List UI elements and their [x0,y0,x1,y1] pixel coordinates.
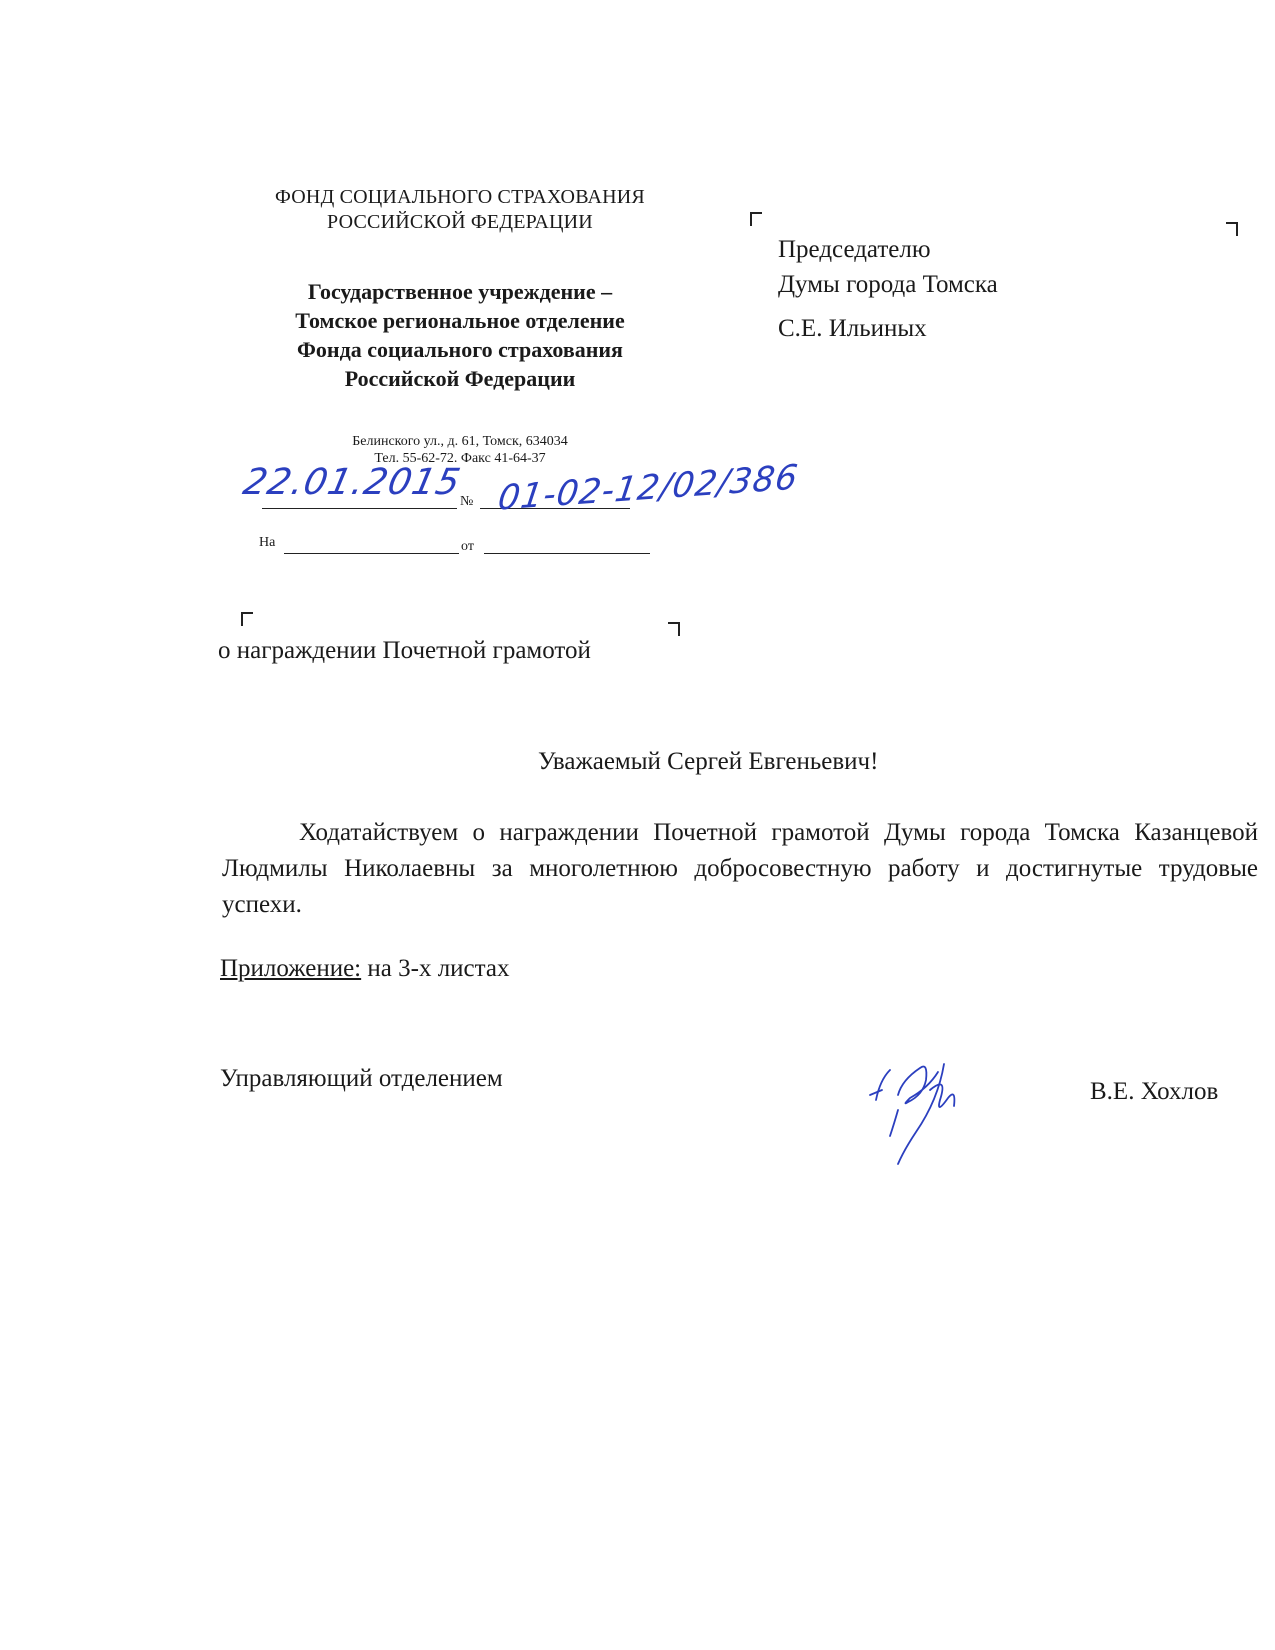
corner-mark [1226,222,1238,236]
reference-underline [284,553,459,554]
fund-name [250,185,670,235]
fund-name-line2: РОССИЙСКОЙ ФЕДЕРАЦИИ [327,211,593,233]
handwritten-number: 01-02-12/02/386 [495,457,801,519]
institution-line: Фонда социального страхования [297,337,623,362]
subject-line: о награждении Почетной грамотой [218,637,591,664]
handwritten-date: 22.01.2015 [239,462,465,503]
signer-position: Управляющий отделением [220,1065,503,1092]
signer-name: В.Е. Хохлов [1090,1078,1219,1105]
corner-mark [668,622,680,636]
fund-name-line1: ФОНД СОЦИАЛЬНОГО СТРАХОВАНИЯ [275,186,645,208]
salutation: Уважаемый Сергей Евгеньевич! [538,748,879,775]
recipient-name: С.Е. Ильиных [778,315,927,342]
attachment-text: на 3-х листах [361,955,510,982]
attachment-label: Приложение: [220,955,362,982]
corner-mark [750,212,762,226]
institution-line: Томское региональное отделение [295,308,625,333]
corner-mark [241,612,253,626]
letter-body: Ходатайствуем о награждении Почетной грамотой Думы города Томска Казанцевой Людмилы Николаевны за многолетнюю добросовестную работу и достигнутые трудовые успехи. [222,819,1258,918]
phone-fax-line: Тел. 55-62-72. Факс 41-64-37 [374,451,546,466]
recipient-block [778,232,998,346]
reference-label: На [259,535,276,550]
recipient-title: Председателю [778,236,931,263]
institution-name [250,277,670,393]
institution-line: Российской Федерации [344,366,576,391]
date-underline [262,508,457,509]
number-label: № [460,494,474,509]
handwritten-signature [868,1040,988,1170]
from-label: от [461,539,474,554]
attachment-note [220,955,509,983]
recipient-organization: Думы города Томска [778,271,998,298]
institution-line: Государственное учреждение – [307,279,613,304]
from-underline [484,553,650,554]
address-line: Белинского ул., д. 61, Томск, 634034 [352,434,568,449]
